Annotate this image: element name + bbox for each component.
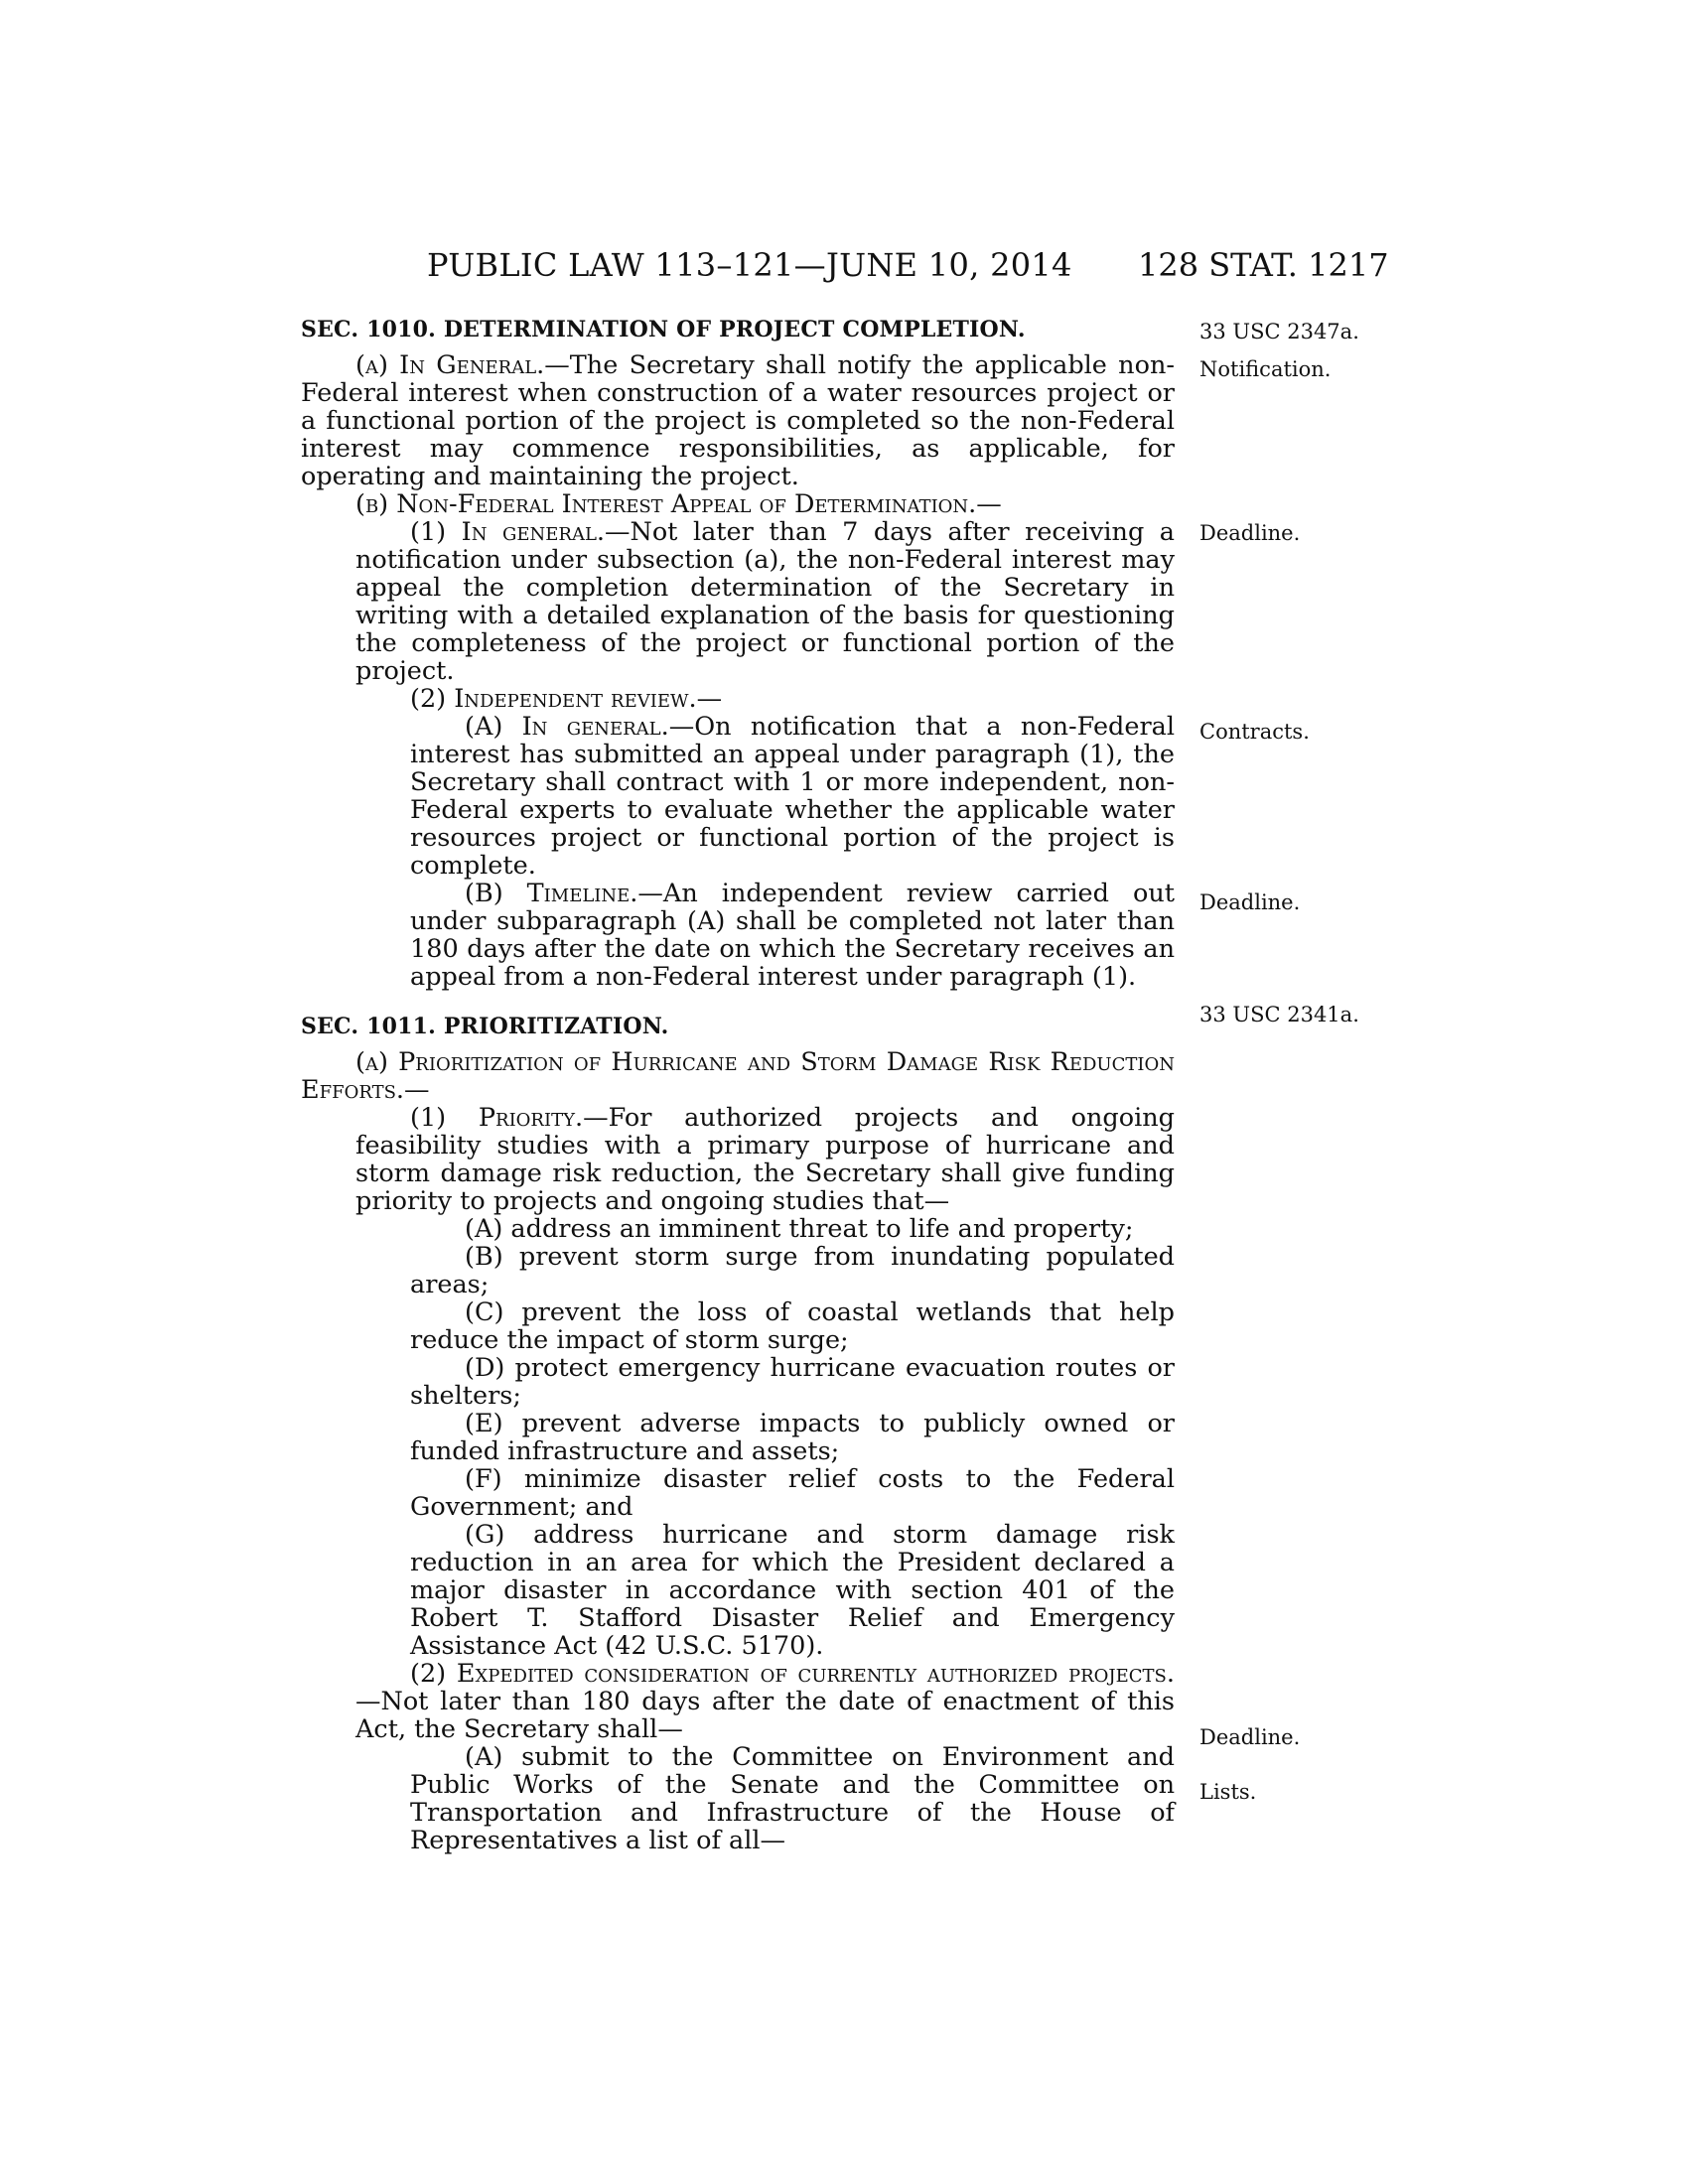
sec1011-item-F: (F) minimize disaster relief costs to the Federal Government; and <box>410 1464 1175 1522</box>
running-head: PUBLIC LAW 113–121—JUNE 10, 2014 <box>427 246 1072 284</box>
sec1010-subsection-b <box>301 490 1175 518</box>
margin-note-contracts: Contracts. <box>1199 720 1310 744</box>
sec1010-b-text: — <box>976 489 1002 519</box>
sec1010-paragraph-b1 <box>301 518 1175 685</box>
sec1011-a2-text: —Not later than 180 days after the date of enactment of this Act, the Secretary shall— <box>355 1687 1175 1744</box>
sec1010-b2A-text: —On notification that a non-Federal interest has submitted an appeal under paragraph (1), the Secretary shall contract with 1 or more independent, non-Federal experts to evaluate whether the applicable water resources project or functional portion of the project is complete. <box>410 712 1175 881</box>
sec1011-item-C: (C) prevent the loss of coastal wetlands that help reduce the impact of storm surge; <box>410 1297 1175 1355</box>
sec1011-paragraph-a1 <box>301 1104 1175 1215</box>
sec1011-item-D: (D) protect emergency hurricane evacuation routes or shelters; <box>410 1353 1175 1411</box>
sec1011-subparagraph-a2A: (A) submit to the Committee on Environment and Public Works of the Senate and the Committee on Transportation and Infrastructure of the House of Representatives a list of all— <box>410 1742 1175 1855</box>
statute-page-number: 128 STAT. 1217 <box>1138 246 1389 284</box>
sec1011-a1-text: —For authorized projects and ongoing feasibility studies with a primary purpose of hurricane and storm damage risk reduction, the Secretary shall give funding priority to projects and ongoing studies that— <box>355 1103 1175 1216</box>
margin-note-lists: Lists. <box>1199 1780 1257 1804</box>
sec1011-paragraph-a2 <box>301 1660 1175 1743</box>
sec1010-subsection-a <box>301 351 1175 490</box>
sec1010-b1-label: (1) In general. <box>410 517 606 547</box>
sec1010-a-text: —The Secretary shall notify the applicable non-Federal interest when construction of a water resources project or a functional portion of the project is completed so the non-Federal interest may commence responsibilities, as applicable, for operating and maintaining the project. <box>301 350 1175 491</box>
sec1011-a1-label: (1) Priority. <box>410 1103 584 1133</box>
sec1010-b1-text: —Not later than 7 days after receiving a notification under subsection (a), the non-Federal interest may appeal the completion determination of the Secretary in writing with a detailed explanation of the basis for questioning the completeness of the project or functional portion of the project. <box>355 517 1175 686</box>
section-1011-heading: SEC. 1011. PRIORITIZATION. <box>301 1014 669 1039</box>
sec1011-item-A: (A) address an imminent threat to life and property; <box>465 1214 1134 1244</box>
sec1011-a-text: — <box>404 1075 430 1105</box>
sec1011-a-label: (a) Prioritization of Hurricane and Storm Damage Risk Reduction Efforts. <box>301 1047 1175 1105</box>
sec1010-subparagraph-b2A <box>301 713 1175 880</box>
sec1010-b2A-label: (A) In general. <box>465 712 669 742</box>
sec1011-item-E: (E) prevent adverse impacts to publicly owned or funded infrastructure and assets; <box>410 1409 1175 1466</box>
sec1010-b2-text: — <box>696 684 723 714</box>
margin-note-usc-2341a: 33 USC 2341a. <box>1199 1003 1359 1026</box>
document-body <box>301 316 1175 1854</box>
sec1010-b2-label: (2) Independent review. <box>410 684 697 714</box>
sec1011-item-G: (G) address hurricane and storm damage risk reduction in an area for which the President declared a major disaster in accordance with section 401 of the Robert T. Stafford Disaster Relief and Emergency Assistance Act (42 U.S.C. 5170). <box>410 1520 1175 1661</box>
sec1010-subparagraph-b2B <box>301 880 1175 991</box>
sec1010-b2B-label: (B) Timeline. <box>465 879 638 908</box>
margin-note-deadline-3: Deadline. <box>1199 1725 1301 1749</box>
sec1010-b-label: (b) Non-Federal Interest Appeal of Determination. <box>355 489 977 519</box>
margin-note-deadline-1: Deadline. <box>1199 521 1301 545</box>
sec1010-b2B-text: —An independent review carried out under subparagraph (A) shall be completed not later than 180 days after the date on which the Secretary receives an appeal from a non-Federal interest under paragraph (1). <box>410 879 1175 992</box>
sec1011-item-B: (B) prevent storm surge from inundating populated areas; <box>410 1242 1175 1299</box>
margin-note-deadline-2: Deadline. <box>1199 890 1301 914</box>
sec1011-a2-label: (2) Expedited consideration of currently authorized projects. <box>410 1659 1175 1689</box>
sec1010-a-label: (a) In General. <box>355 350 545 380</box>
margin-note-usc-2347a: 33 USC 2347a. <box>1199 320 1359 343</box>
section-1010-heading: SEC. 1010. DETERMINATION OF PROJECT COMPLETION. <box>301 317 1026 342</box>
sec1010-paragraph-b2 <box>301 685 1175 713</box>
sec1011-subsection-a <box>301 1048 1175 1104</box>
margin-note-notification: Notification. <box>1199 357 1332 381</box>
